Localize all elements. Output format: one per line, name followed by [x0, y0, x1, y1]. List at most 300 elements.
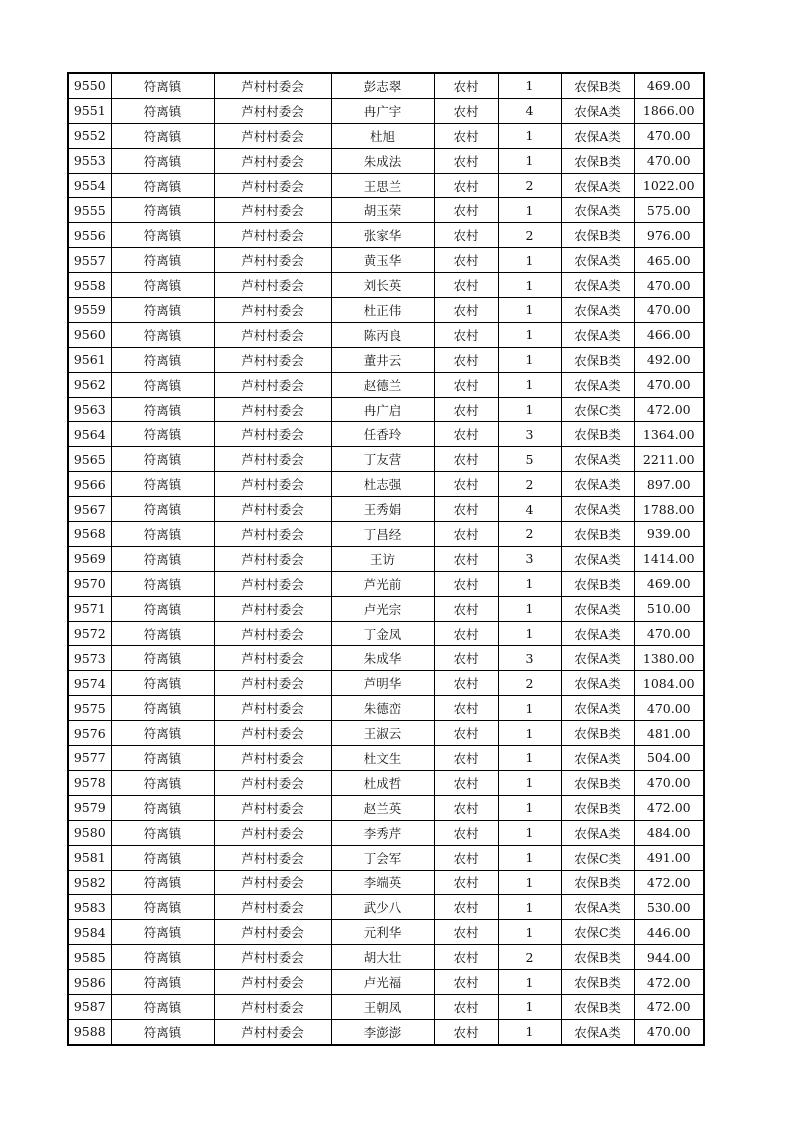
table-row — [68, 223, 704, 248]
village-cell: 芦村村委会 — [214, 994, 331, 1019]
village-cell: 芦村村委会 — [214, 845, 331, 870]
people-count-cell: 2 — [498, 945, 561, 970]
town-cell: 符离镇 — [111, 596, 214, 621]
insurance-class-cell: 农保B类 — [561, 721, 634, 746]
people-count-cell: 2 — [498, 522, 561, 547]
table-row — [68, 596, 704, 621]
table-row — [68, 173, 704, 198]
village-cell: 芦村村委会 — [214, 497, 331, 522]
table-row — [68, 845, 704, 870]
village-cell: 芦村村委会 — [214, 148, 331, 173]
insurance-class-cell: 农保A类 — [561, 447, 634, 472]
amount-cell: 939.00 — [634, 522, 704, 547]
village-cell: 芦村村委会 — [214, 770, 331, 795]
people-count-cell: 1 — [498, 198, 561, 223]
type-cell: 农村 — [434, 845, 498, 870]
type-cell: 农村 — [434, 945, 498, 970]
type-cell: 农村 — [434, 322, 498, 347]
amount-cell: 1084.00 — [634, 671, 704, 696]
town-cell: 符离镇 — [111, 696, 214, 721]
insurance-class-cell: 农保B类 — [561, 73, 634, 98]
type-cell: 农村 — [434, 994, 498, 1019]
id-cell: 9551 — [68, 98, 111, 123]
insurance-class-cell: 农保A类 — [561, 273, 634, 298]
insurance-class-cell: 农保C类 — [561, 397, 634, 422]
type-cell: 农村 — [434, 98, 498, 123]
name-cell: 芦光前 — [331, 571, 434, 596]
town-cell: 符离镇 — [111, 347, 214, 372]
village-cell: 芦村村委会 — [214, 522, 331, 547]
table-row — [68, 1019, 704, 1044]
type-cell: 农村 — [434, 895, 498, 920]
amount-cell: 481.00 — [634, 721, 704, 746]
amount-cell: 944.00 — [634, 945, 704, 970]
town-cell: 符离镇 — [111, 223, 214, 248]
insurance-class-cell: 农保A类 — [561, 596, 634, 621]
amount-cell: 1414.00 — [634, 546, 704, 571]
name-cell: 赵兰英 — [331, 795, 434, 820]
people-count-cell: 1 — [498, 696, 561, 721]
records-table — [67, 72, 705, 1046]
village-cell: 芦村村委会 — [214, 273, 331, 298]
people-count-cell: 3 — [498, 646, 561, 671]
insurance-class-cell: 农保C类 — [561, 920, 634, 945]
insurance-class-cell: 农保A类 — [561, 248, 634, 273]
id-cell: 9567 — [68, 497, 111, 522]
amount-cell: 466.00 — [634, 322, 704, 347]
people-count-cell: 1 — [498, 273, 561, 298]
village-cell: 芦村村委会 — [214, 820, 331, 845]
table-row — [68, 422, 704, 447]
insurance-class-cell: 农保A类 — [561, 546, 634, 571]
town-cell: 符离镇 — [111, 795, 214, 820]
type-cell: 农村 — [434, 546, 498, 571]
village-cell: 芦村村委会 — [214, 621, 331, 646]
town-cell: 符离镇 — [111, 298, 214, 323]
id-cell: 9559 — [68, 298, 111, 323]
people-count-cell: 3 — [498, 546, 561, 571]
name-cell: 任香玲 — [331, 422, 434, 447]
insurance-class-cell: 农保A类 — [561, 198, 634, 223]
village-cell: 芦村村委会 — [214, 746, 331, 771]
name-cell: 卢光宗 — [331, 596, 434, 621]
name-cell: 卢光福 — [331, 970, 434, 995]
village-cell: 芦村村委会 — [214, 123, 331, 148]
id-cell: 9578 — [68, 770, 111, 795]
people-count-cell: 2 — [498, 223, 561, 248]
amount-cell: 484.00 — [634, 820, 704, 845]
name-cell: 胡玉荣 — [331, 198, 434, 223]
insurance-class-cell: 农保A类 — [561, 298, 634, 323]
id-cell: 9583 — [68, 895, 111, 920]
town-cell: 符离镇 — [111, 422, 214, 447]
type-cell: 农村 — [434, 198, 498, 223]
table-row — [68, 920, 704, 945]
table-row — [68, 198, 704, 223]
amount-cell: 504.00 — [634, 746, 704, 771]
amount-cell: 1866.00 — [634, 98, 704, 123]
id-cell: 9560 — [68, 322, 111, 347]
town-cell: 符离镇 — [111, 770, 214, 795]
town-cell: 符离镇 — [111, 671, 214, 696]
type-cell: 农村 — [434, 1019, 498, 1044]
name-cell: 杜文生 — [331, 746, 434, 771]
id-cell: 9586 — [68, 970, 111, 995]
name-cell: 元利华 — [331, 920, 434, 945]
table-row — [68, 98, 704, 123]
insurance-class-cell: 农保B类 — [561, 347, 634, 372]
village-cell: 芦村村委会 — [214, 397, 331, 422]
id-cell: 9582 — [68, 870, 111, 895]
type-cell: 农村 — [434, 621, 498, 646]
insurance-class-cell: 农保A类 — [561, 372, 634, 397]
id-cell: 9556 — [68, 223, 111, 248]
id-cell: 9564 — [68, 422, 111, 447]
village-cell: 芦村村委会 — [214, 98, 331, 123]
id-cell: 9553 — [68, 148, 111, 173]
amount-cell: 470.00 — [634, 123, 704, 148]
name-cell: 张家华 — [331, 223, 434, 248]
type-cell: 农村 — [434, 298, 498, 323]
insurance-class-cell: 农保A类 — [561, 820, 634, 845]
id-cell: 9570 — [68, 571, 111, 596]
name-cell: 冉广宇 — [331, 98, 434, 123]
type-cell: 农村 — [434, 472, 498, 497]
village-cell: 芦村村委会 — [214, 73, 331, 98]
id-cell: 9573 — [68, 646, 111, 671]
table-row — [68, 994, 704, 1019]
name-cell: 朱成法 — [331, 148, 434, 173]
name-cell: 董井云 — [331, 347, 434, 372]
table-row — [68, 721, 704, 746]
insurance-class-cell: 农保A类 — [561, 895, 634, 920]
name-cell: 王朝凤 — [331, 994, 434, 1019]
insurance-class-cell: 农保B类 — [561, 422, 634, 447]
name-cell: 朱德峦 — [331, 696, 434, 721]
insurance-class-cell: 农保B类 — [561, 795, 634, 820]
people-count-cell: 4 — [498, 98, 561, 123]
name-cell: 丁金凤 — [331, 621, 434, 646]
town-cell: 符离镇 — [111, 372, 214, 397]
town-cell: 符离镇 — [111, 721, 214, 746]
town-cell: 符离镇 — [111, 173, 214, 198]
amount-cell: 465.00 — [634, 248, 704, 273]
insurance-class-cell: 农保A类 — [561, 472, 634, 497]
name-cell: 芦明华 — [331, 671, 434, 696]
amount-cell: 470.00 — [634, 1019, 704, 1044]
name-cell: 丁友营 — [331, 447, 434, 472]
village-cell: 芦村村委会 — [214, 870, 331, 895]
amount-cell: 1380.00 — [634, 646, 704, 671]
type-cell: 农村 — [434, 148, 498, 173]
type-cell: 农村 — [434, 721, 498, 746]
type-cell: 农村 — [434, 770, 498, 795]
type-cell: 农村 — [434, 820, 498, 845]
table-row — [68, 571, 704, 596]
type-cell: 农村 — [434, 397, 498, 422]
people-count-cell: 1 — [498, 148, 561, 173]
village-cell: 芦村村委会 — [214, 721, 331, 746]
people-count-cell: 1 — [498, 298, 561, 323]
amount-cell: 510.00 — [634, 596, 704, 621]
town-cell: 符离镇 — [111, 248, 214, 273]
insurance-class-cell: 农保B类 — [561, 945, 634, 970]
table-row — [68, 322, 704, 347]
id-cell: 9550 — [68, 73, 111, 98]
people-count-cell: 2 — [498, 671, 561, 696]
insurance-class-cell: 农保B类 — [561, 770, 634, 795]
name-cell: 丁昌经 — [331, 522, 434, 547]
id-cell: 9574 — [68, 671, 111, 696]
id-cell: 9554 — [68, 173, 111, 198]
insurance-class-cell: 农保B类 — [561, 571, 634, 596]
insurance-class-cell: 农保A类 — [561, 646, 634, 671]
id-cell: 9580 — [68, 820, 111, 845]
amount-cell: 469.00 — [634, 571, 704, 596]
village-cell: 芦村村委会 — [214, 173, 331, 198]
people-count-cell: 1 — [498, 73, 561, 98]
name-cell: 刘长英 — [331, 273, 434, 298]
name-cell: 武少八 — [331, 895, 434, 920]
town-cell: 符离镇 — [111, 198, 214, 223]
village-cell: 芦村村委会 — [214, 696, 331, 721]
name-cell: 杜志强 — [331, 472, 434, 497]
amount-cell: 470.00 — [634, 298, 704, 323]
table-row — [68, 248, 704, 273]
people-count-cell: 1 — [498, 770, 561, 795]
amount-cell: 470.00 — [634, 621, 704, 646]
id-cell: 9561 — [68, 347, 111, 372]
town-cell: 符离镇 — [111, 123, 214, 148]
town-cell: 符离镇 — [111, 397, 214, 422]
village-cell: 芦村村委会 — [214, 920, 331, 945]
village-cell: 芦村村委会 — [214, 895, 331, 920]
village-cell: 芦村村委会 — [214, 422, 331, 447]
amount-cell: 491.00 — [634, 845, 704, 870]
town-cell: 符离镇 — [111, 546, 214, 571]
people-count-cell: 1 — [498, 322, 561, 347]
town-cell: 符离镇 — [111, 646, 214, 671]
table-row — [68, 696, 704, 721]
amount-cell: 470.00 — [634, 148, 704, 173]
amount-cell: 1364.00 — [634, 422, 704, 447]
table-row — [68, 73, 704, 98]
table-row — [68, 895, 704, 920]
type-cell: 农村 — [434, 223, 498, 248]
table-row — [68, 298, 704, 323]
id-cell: 9572 — [68, 621, 111, 646]
town-cell: 符离镇 — [111, 945, 214, 970]
name-cell: 彭志翠 — [331, 73, 434, 98]
type-cell: 农村 — [434, 273, 498, 298]
amount-cell: 575.00 — [634, 198, 704, 223]
amount-cell: 2211.00 — [634, 447, 704, 472]
town-cell: 符离镇 — [111, 497, 214, 522]
amount-cell: 470.00 — [634, 770, 704, 795]
people-count-cell: 1 — [498, 347, 561, 372]
town-cell: 符离镇 — [111, 322, 214, 347]
type-cell: 农村 — [434, 920, 498, 945]
type-cell: 农村 — [434, 571, 498, 596]
table-row — [68, 820, 704, 845]
people-count-cell: 2 — [498, 472, 561, 497]
town-cell: 符离镇 — [111, 820, 214, 845]
name-cell: 王秀娟 — [331, 497, 434, 522]
insurance-class-cell: 农保A类 — [561, 497, 634, 522]
amount-cell: 472.00 — [634, 870, 704, 895]
name-cell: 李澎澎 — [331, 1019, 434, 1044]
table-row — [68, 671, 704, 696]
amount-cell: 446.00 — [634, 920, 704, 945]
table-row — [68, 621, 704, 646]
name-cell: 杜成哲 — [331, 770, 434, 795]
village-cell: 芦村村委会 — [214, 447, 331, 472]
amount-cell: 897.00 — [634, 472, 704, 497]
type-cell: 农村 — [434, 123, 498, 148]
town-cell: 符离镇 — [111, 148, 214, 173]
name-cell: 赵德兰 — [331, 372, 434, 397]
table-body — [68, 73, 704, 1045]
type-cell: 农村 — [434, 696, 498, 721]
people-count-cell: 1 — [498, 746, 561, 771]
town-cell: 符离镇 — [111, 522, 214, 547]
id-cell: 9575 — [68, 696, 111, 721]
name-cell: 杜旭 — [331, 123, 434, 148]
type-cell: 农村 — [434, 522, 498, 547]
type-cell: 农村 — [434, 795, 498, 820]
village-cell: 芦村村委会 — [214, 298, 331, 323]
table-row — [68, 148, 704, 173]
table-row — [68, 945, 704, 970]
village-cell: 芦村村委会 — [214, 795, 331, 820]
type-cell: 农村 — [434, 970, 498, 995]
table-row — [68, 497, 704, 522]
table-row — [68, 770, 704, 795]
village-cell: 芦村村委会 — [214, 1019, 331, 1044]
people-count-cell: 1 — [498, 820, 561, 845]
amount-cell: 470.00 — [634, 273, 704, 298]
amount-cell: 469.00 — [634, 73, 704, 98]
village-cell: 芦村村委会 — [214, 322, 331, 347]
village-cell: 芦村村委会 — [214, 646, 331, 671]
table-row — [68, 472, 704, 497]
table-row — [68, 795, 704, 820]
insurance-class-cell: 农保A类 — [561, 671, 634, 696]
insurance-class-cell: 农保A类 — [561, 696, 634, 721]
village-cell: 芦村村委会 — [214, 248, 331, 273]
insurance-class-cell: 农保B类 — [561, 148, 634, 173]
id-cell: 9568 — [68, 522, 111, 547]
table-row — [68, 970, 704, 995]
village-cell: 芦村村委会 — [214, 223, 331, 248]
name-cell: 丁会军 — [331, 845, 434, 870]
people-count-cell: 1 — [498, 845, 561, 870]
people-count-cell: 1 — [498, 571, 561, 596]
insurance-class-cell: 农保C类 — [561, 845, 634, 870]
type-cell: 农村 — [434, 447, 498, 472]
table-row — [68, 447, 704, 472]
amount-cell: 470.00 — [634, 696, 704, 721]
amount-cell: 1022.00 — [634, 173, 704, 198]
village-cell: 芦村村委会 — [214, 472, 331, 497]
insurance-class-cell: 农保B类 — [561, 870, 634, 895]
people-count-cell: 1 — [498, 721, 561, 746]
town-cell: 符离镇 — [111, 73, 214, 98]
type-cell: 农村 — [434, 671, 498, 696]
village-cell: 芦村村委会 — [214, 571, 331, 596]
id-cell: 9565 — [68, 447, 111, 472]
town-cell: 符离镇 — [111, 870, 214, 895]
town-cell: 符离镇 — [111, 970, 214, 995]
id-cell: 9581 — [68, 845, 111, 870]
people-count-cell: 1 — [498, 795, 561, 820]
id-cell: 9576 — [68, 721, 111, 746]
insurance-class-cell: 农保B类 — [561, 223, 634, 248]
type-cell: 农村 — [434, 173, 498, 198]
insurance-class-cell: 农保B类 — [561, 994, 634, 1019]
type-cell: 农村 — [434, 372, 498, 397]
town-cell: 符离镇 — [111, 98, 214, 123]
id-cell: 9571 — [68, 596, 111, 621]
id-cell: 9588 — [68, 1019, 111, 1044]
id-cell: 9569 — [68, 546, 111, 571]
town-cell: 符离镇 — [111, 571, 214, 596]
type-cell: 农村 — [434, 73, 498, 98]
town-cell: 符离镇 — [111, 621, 214, 646]
insurance-class-cell: 农保A类 — [561, 98, 634, 123]
type-cell: 农村 — [434, 746, 498, 771]
insurance-class-cell: 农保B类 — [561, 522, 634, 547]
id-cell: 9584 — [68, 920, 111, 945]
type-cell: 农村 — [434, 347, 498, 372]
id-cell: 9555 — [68, 198, 111, 223]
insurance-class-cell: 农保A类 — [561, 173, 634, 198]
amount-cell: 472.00 — [634, 795, 704, 820]
id-cell: 9579 — [68, 795, 111, 820]
name-cell: 王访 — [331, 546, 434, 571]
people-count-cell: 5 — [498, 447, 561, 472]
id-cell: 9587 — [68, 994, 111, 1019]
people-count-cell: 1 — [498, 596, 561, 621]
town-cell: 符离镇 — [111, 1019, 214, 1044]
village-cell: 芦村村委会 — [214, 347, 331, 372]
insurance-class-cell: 农保A类 — [561, 746, 634, 771]
table-row — [68, 870, 704, 895]
people-count-cell: 1 — [498, 248, 561, 273]
name-cell: 黄玉华 — [331, 248, 434, 273]
people-count-cell: 1 — [498, 870, 561, 895]
village-cell: 芦村村委会 — [214, 970, 331, 995]
amount-cell: 492.00 — [634, 347, 704, 372]
id-cell: 9566 — [68, 472, 111, 497]
amount-cell: 976.00 — [634, 223, 704, 248]
amount-cell: 472.00 — [634, 994, 704, 1019]
name-cell: 李秀芹 — [331, 820, 434, 845]
id-cell: 9562 — [68, 372, 111, 397]
name-cell: 陈丙良 — [331, 322, 434, 347]
people-count-cell: 1 — [498, 970, 561, 995]
name-cell: 朱成华 — [331, 646, 434, 671]
name-cell: 李端英 — [331, 870, 434, 895]
people-count-cell: 1 — [498, 895, 561, 920]
town-cell: 符离镇 — [111, 920, 214, 945]
amount-cell: 472.00 — [634, 397, 704, 422]
amount-cell: 1788.00 — [634, 497, 704, 522]
table-row — [68, 372, 704, 397]
id-cell: 9585 — [68, 945, 111, 970]
type-cell: 农村 — [434, 870, 498, 895]
table-row — [68, 397, 704, 422]
